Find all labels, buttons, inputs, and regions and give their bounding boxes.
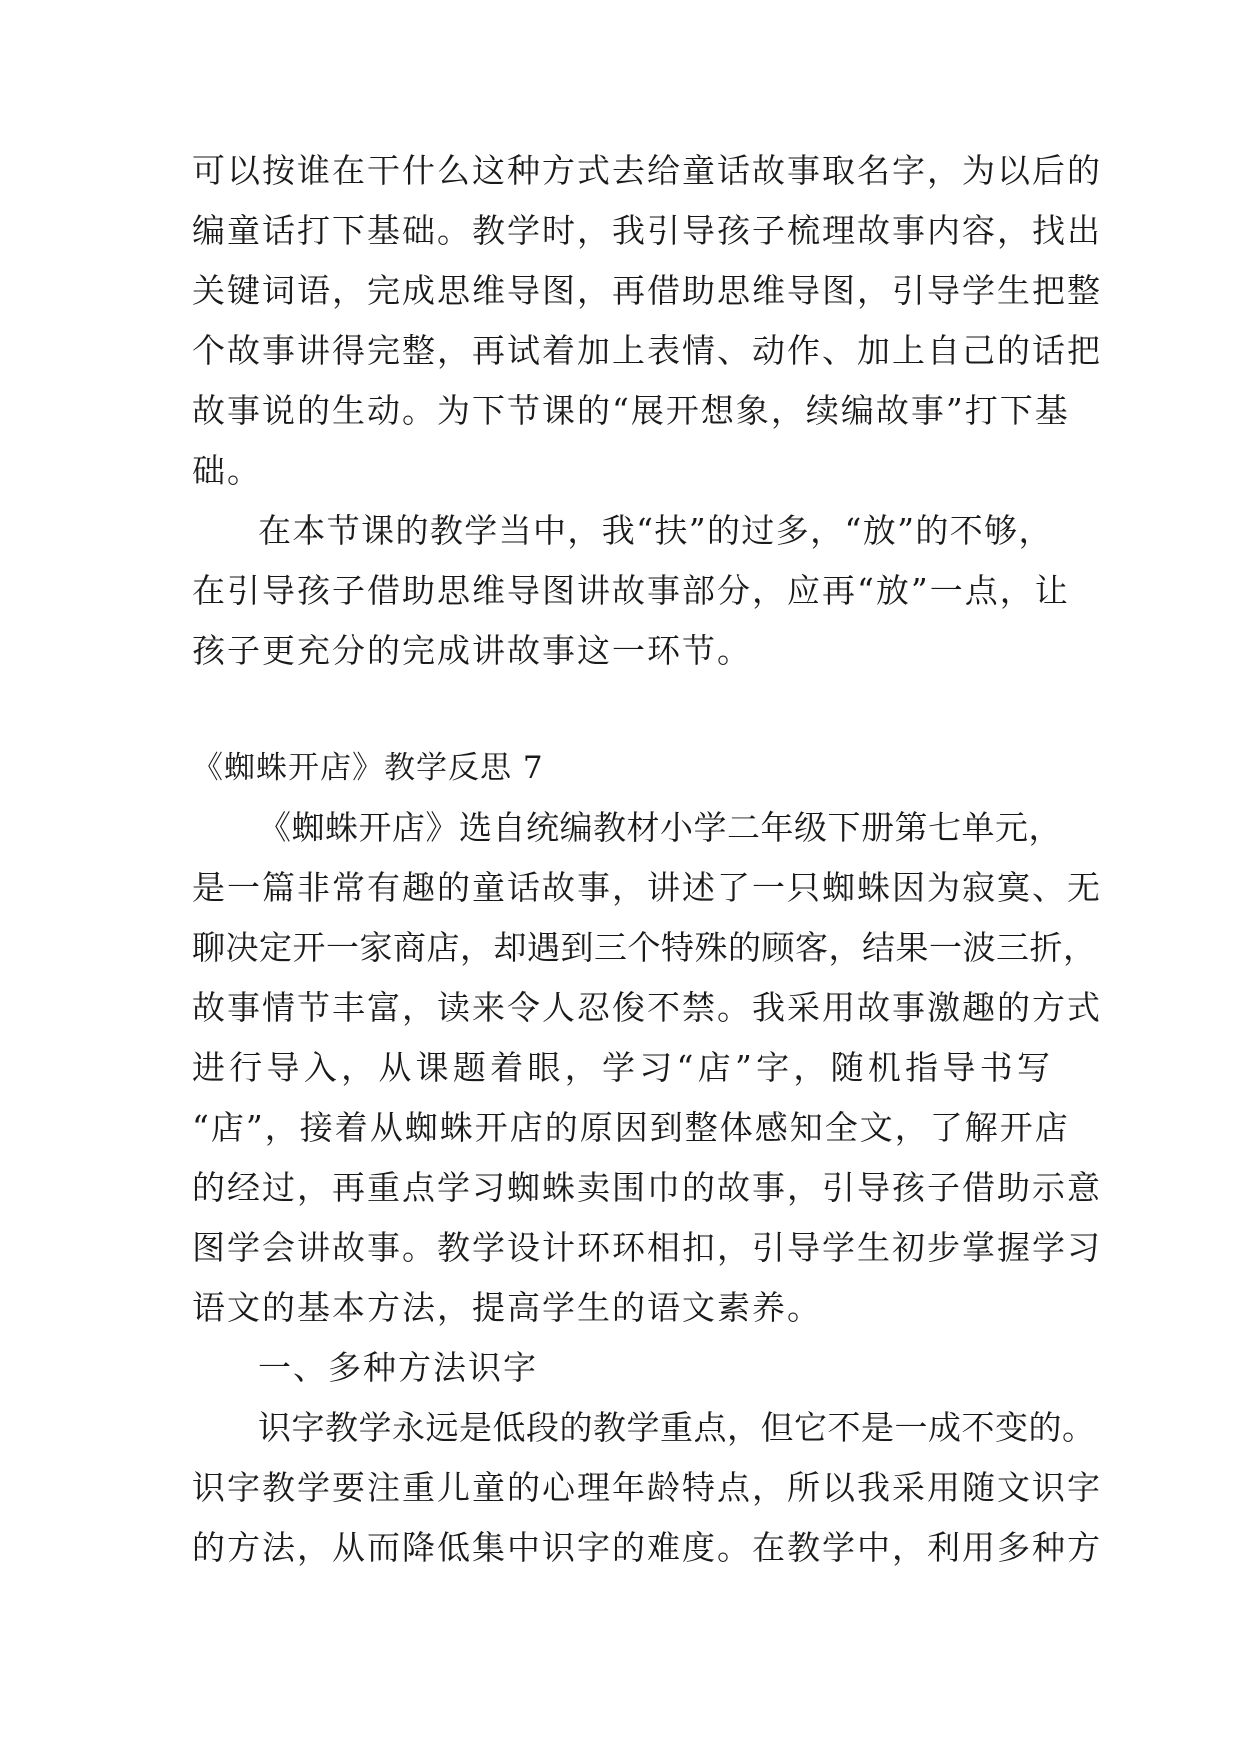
paragraph-line-7: 在本节课的教学当中，我“扶”的过多，“放”的不够， <box>258 511 1052 550</box>
paragraph-line-15: “店”，接着从蜘蛛开店的原因到整体感知全文，了解开店 <box>192 1108 1070 1147</box>
paragraph-line-12: 聊决定开一家商店，却遇到三个特殊的顾客，结果一波三折， <box>192 928 1097 967</box>
paragraph-line-11: 是一篇非常有趣的童话故事，讲述了一只蜘蛛因为寂寞、无 <box>192 868 1102 907</box>
paragraph-line-21: 的方法，从而降低集中识字的难度。在教学中，利用多种方 <box>192 1528 1102 1567</box>
paragraph-line-4: 个故事讲得完整，再试着加上表情、动作、加上自己的话把 <box>192 331 1102 370</box>
paragraph-line-1: 可以按谁在干什么这种方式去给童话故事取名字，为以后的 <box>192 151 1102 190</box>
paragraph-line-14: 进行导入，从课题着眼，学习“店”字，随机指导书写 <box>192 1048 1052 1087</box>
subsection-heading: 一、多种方法识字 <box>258 1348 538 1387</box>
paragraph-line-16: 的经过，再重点学习蜘蛛卖围巾的故事，引导孩子借助示意 <box>192 1168 1102 1207</box>
paragraph-line-6: 础。 <box>192 451 262 490</box>
paragraph-line-18: 语文的基本方法，提高学生的语文素养。 <box>192 1288 822 1327</box>
paragraph-line-10: 《蜘蛛开店》选自统编教材小学二年级下册第七单元， <box>258 808 1062 847</box>
paragraph-line-13: 故事情节丰富，读来令人忍俊不禁。我采用故事激趣的方式 <box>192 988 1102 1027</box>
paragraph-line-3: 关键词语，完成思维导图，再借助思维导图，引导学生把整 <box>192 271 1102 310</box>
paragraph-line-9: 孩子更充分的完成讲故事这一环节。 <box>192 631 752 670</box>
paragraph-line-17: 图学会讲故事。教学设计环环相扣，引导学生初步掌握学习 <box>192 1228 1102 1267</box>
section-heading: 《蜘蛛开店》教学反思 7 <box>192 750 544 786</box>
paragraph-line-5: 故事说的生动。为下节课的“展开想象，续编故事”打下基 <box>192 391 1070 430</box>
paragraph-line-2: 编童话打下基础。教学时，我引导孩子梳理故事内容，找出 <box>192 211 1102 250</box>
paragraph-line-19: 识字教学永远是低段的教学重点，但它不是一成不变的。 <box>258 1408 1096 1447</box>
paragraph-line-20: 识字教学要注重儿童的心理年龄特点，所以我采用随文识字 <box>192 1468 1102 1507</box>
paragraph-line-8: 在引导孩子借助思维导图讲故事部分，应再“放”一点，让 <box>192 571 1070 610</box>
